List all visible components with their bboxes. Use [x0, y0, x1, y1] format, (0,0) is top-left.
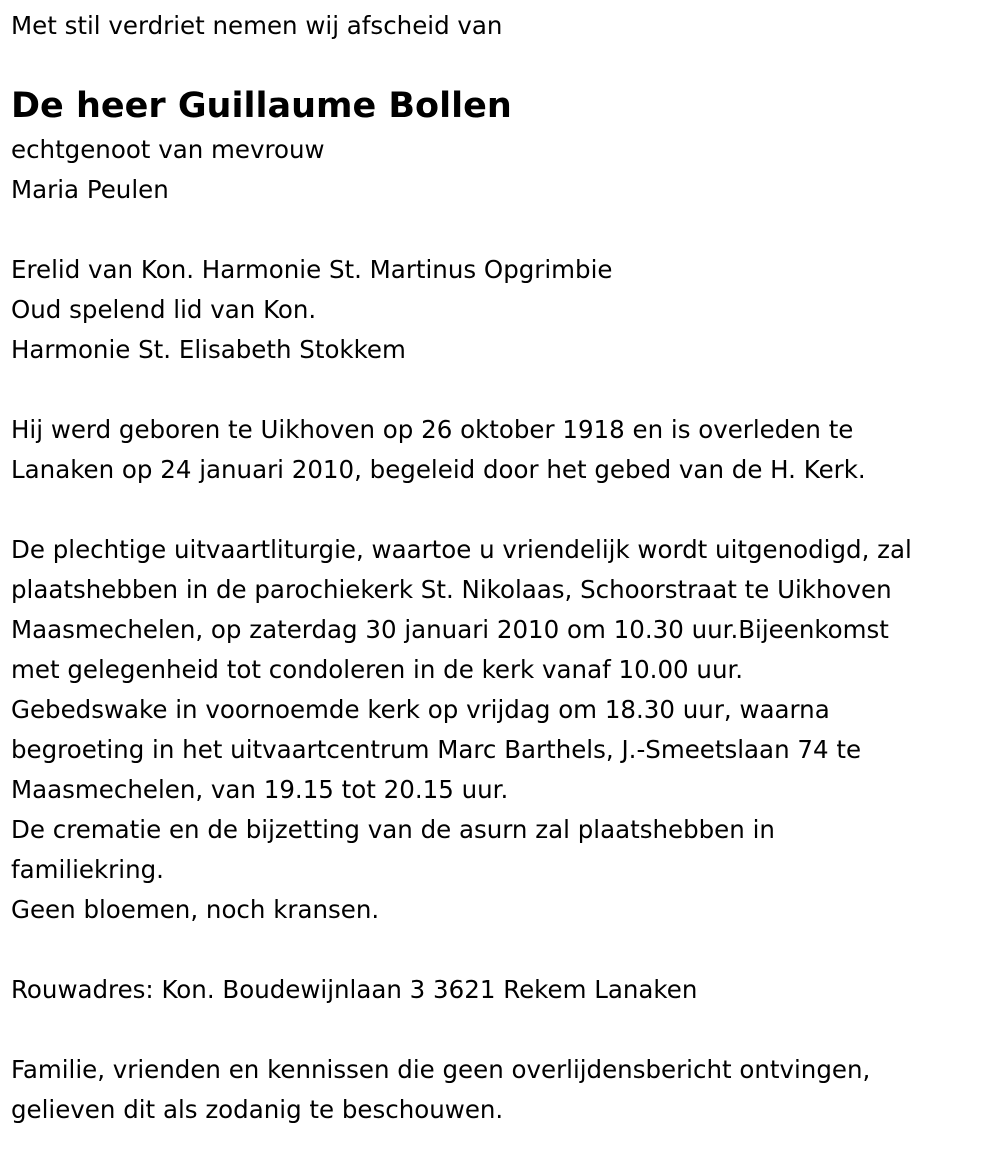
- membership-line: Oud spelend lid van Kon.: [11, 295, 317, 324]
- funeral-line: Geen bloemen, noch kransen.: [11, 895, 380, 924]
- funeral-line: De plechtige uitvaartliturgie, waartoe u vriendelijk wordt uitgenodigd, zal: [11, 535, 912, 564]
- birth-death-line: Lanaken op 24 januari 2010, begeleid door het gebed van de H. Kerk.: [11, 455, 866, 484]
- memberships-block: [11, 250, 996, 370]
- intro-text: Met stil verdriet nemen wij afscheid van: [11, 11, 503, 40]
- obituary-notice: [11, 6, 996, 1130]
- spacer: [11, 490, 996, 530]
- funeral-line: begroeting in het uitvaartcentrum Marc Barthels, J.-Smeetslaan 74 te: [11, 735, 862, 764]
- spacer: [11, 210, 996, 250]
- spouse-line: echtgenoot van mevrouw: [11, 135, 325, 164]
- funeral-line: Maasmechelen, op zaterdag 30 januari 2010 om 10.30 uur.Bijeenkomst: [11, 615, 889, 644]
- funeral-block: [11, 530, 996, 930]
- funeral-line: met gelegenheid tot condoleren in de kerk vanaf 10.00 uur.: [11, 655, 744, 684]
- birth-death-block: [11, 410, 996, 490]
- closing-line: Familie, vrienden en kennissen die geen overlijdensbericht ontvingen,: [11, 1055, 871, 1084]
- funeral-line: plaatshebben in de parochiekerk St. Nikolaas, Schoorstraat te Uikhoven: [11, 575, 892, 604]
- closing-block: [11, 1050, 996, 1130]
- spacer: [11, 930, 996, 970]
- deceased-name: De heer Guillaume Bollen: [11, 86, 512, 126]
- closing-line: gelieven dit als zodanig te beschouwen.: [11, 1095, 504, 1124]
- membership-line: Erelid van Kon. Harmonie St. Martinus Opgrimbie: [11, 255, 613, 284]
- spacer: [11, 1010, 996, 1050]
- spacer: [11, 370, 996, 410]
- mourning-address: Rouwadres: Kon. Boudewijnlaan 3 3621 Rekem Lanaken: [11, 975, 698, 1004]
- funeral-line: De crematie en de bijzetting van de asurn zal plaatshebben in: [11, 815, 775, 844]
- birth-death-line: Hij werd geboren te Uikhoven op 26 oktober 1918 en is overleden te: [11, 415, 854, 444]
- funeral-line: familiekring.: [11, 855, 164, 884]
- membership-line: Harmonie St. Elisabeth Stokkem: [11, 335, 406, 364]
- funeral-line: Gebedswake in voornoemde kerk op vrijdag om 18.30 uur, waarna: [11, 695, 830, 724]
- spouse-name: Maria Peulen: [11, 175, 169, 204]
- funeral-line: Maasmechelen, van 19.15 tot 20.15 uur.: [11, 775, 509, 804]
- spouse-block: [11, 130, 996, 210]
